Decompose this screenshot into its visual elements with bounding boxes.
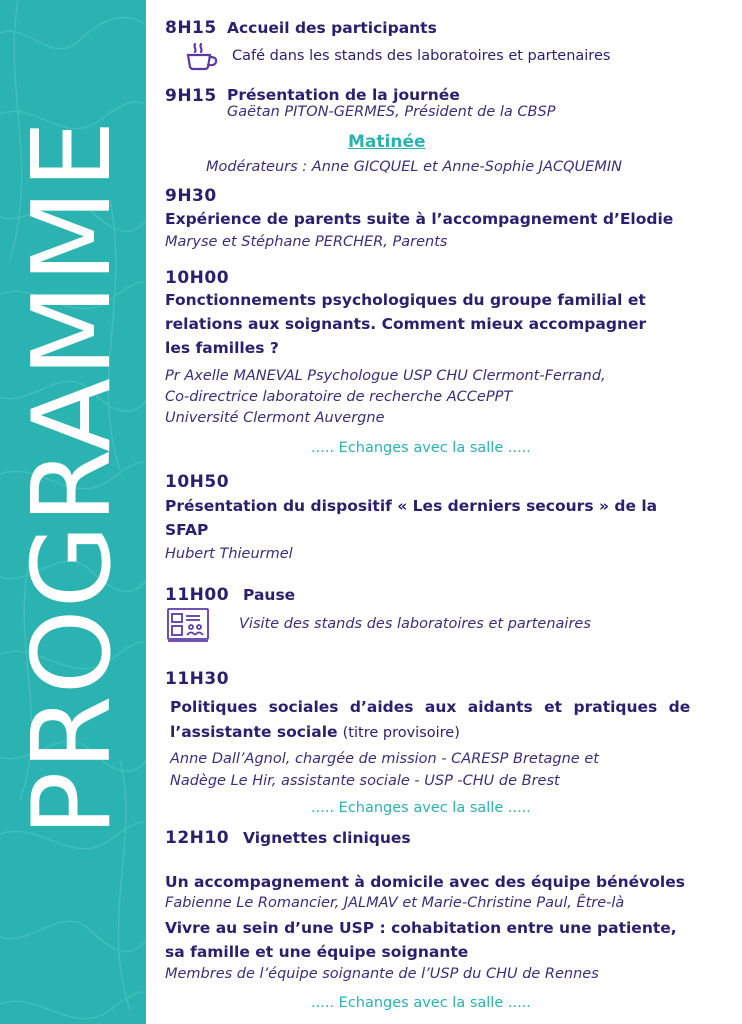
case-title-line: Vivre au sein d’une USP : cohabitation entre une patiente,: [165, 919, 677, 937]
exchange-note: ..... Echanges avec la salle .....: [311, 800, 531, 816]
session-title: Expérience de parents suite à l’accompagnement d’Elodie: [165, 210, 674, 228]
session-title-line: Fonctionnements psychologiques du groupe familial et: [165, 291, 646, 309]
session-speaker-line: Nadège Le Hir, assistante sociale - USP -CHU de Brest: [170, 773, 560, 789]
session-title-line: Présentation du dispositif « Les derniers secours » de la: [165, 497, 658, 515]
session-title-line: SFAP: [165, 521, 209, 539]
stands-board-icon: [166, 607, 210, 643]
session-subtitle: Visite des stands des laboratoires et partenaires: [239, 616, 591, 632]
session-title-line: relations aux soignants. Comment mieux accompagner: [165, 315, 647, 333]
time-8h15: 8H15: [165, 18, 217, 38]
time-11h00: 11H00: [165, 585, 230, 605]
session-speaker: Maryse et Stéphane PERCHER, Parents: [165, 234, 448, 250]
time-9h30: 9H30: [165, 186, 217, 206]
session-speaker-line: Université Clermont Auvergne: [165, 410, 385, 426]
session-title: Présentation de la journée: [227, 86, 460, 104]
session-title: Pause: [243, 586, 296, 604]
exchange-note: ..... Echanges avec la salle .....: [311, 995, 531, 1011]
session-title: Vignettes cliniques: [243, 829, 411, 847]
case-speaker: Membres de l’équipe soignante de l’USP du CHU de Rennes: [165, 966, 599, 982]
exchange-note: ..... Echanges avec la salle .....: [311, 440, 531, 456]
sidebar-band: [0, 0, 146, 1024]
case-title: Un accompagnement à domicile avec des équipe bénévoles: [165, 873, 685, 891]
session-speaker: Gaëtan PITON-GERMES, Président de la CBSP: [227, 104, 556, 120]
session-speaker-line: Pr Axelle MANEVAL Psychologue USP CHU Clermont-Ferrand,: [165, 368, 606, 384]
session-title: Accueil des participants: [227, 19, 437, 37]
session-title-line: les familles ?: [165, 339, 279, 357]
session-subtitle: Café dans les stands des laboratoires et partenaires: [232, 48, 611, 64]
session-title-line: Politiques sociales d’aides aux aidants et pratiques de: [170, 698, 691, 716]
title-note: (titre provisoire): [342, 725, 460, 741]
session-title-line: [170, 722, 460, 741]
time-9h15: 9H15: [165, 86, 217, 106]
session-speaker-line: Anne Dall’Agnol, chargée de mission - CARESP Bretagne et: [170, 751, 599, 767]
session-title-text: l’assistante sociale: [170, 723, 338, 741]
session-speaker-line: Co-directrice laboratoire de recherche ACCePPT: [165, 389, 513, 405]
case-speaker: Fabienne Le Romancier, JALMAV et Marie-Christine Paul, Être-là: [165, 895, 625, 911]
moderators: Modérateurs : Anne GICQUEL et Anne-Sophie JACQUEMIN: [206, 159, 622, 175]
section-heading-matinee: Matinée: [348, 132, 426, 152]
coffee-cup-icon: [185, 42, 219, 72]
time-12h10: 12H10: [165, 828, 230, 848]
time-11h30: 11H30: [165, 669, 230, 689]
session-speaker: Hubert Thieurmel: [165, 546, 293, 562]
case-title-line: sa famille et une équipe soignante: [165, 943, 469, 961]
time-10h50: 10H50: [165, 472, 230, 492]
page-title: PROGRAMME: [10, 119, 135, 837]
time-10h00: 10H00: [165, 268, 230, 288]
